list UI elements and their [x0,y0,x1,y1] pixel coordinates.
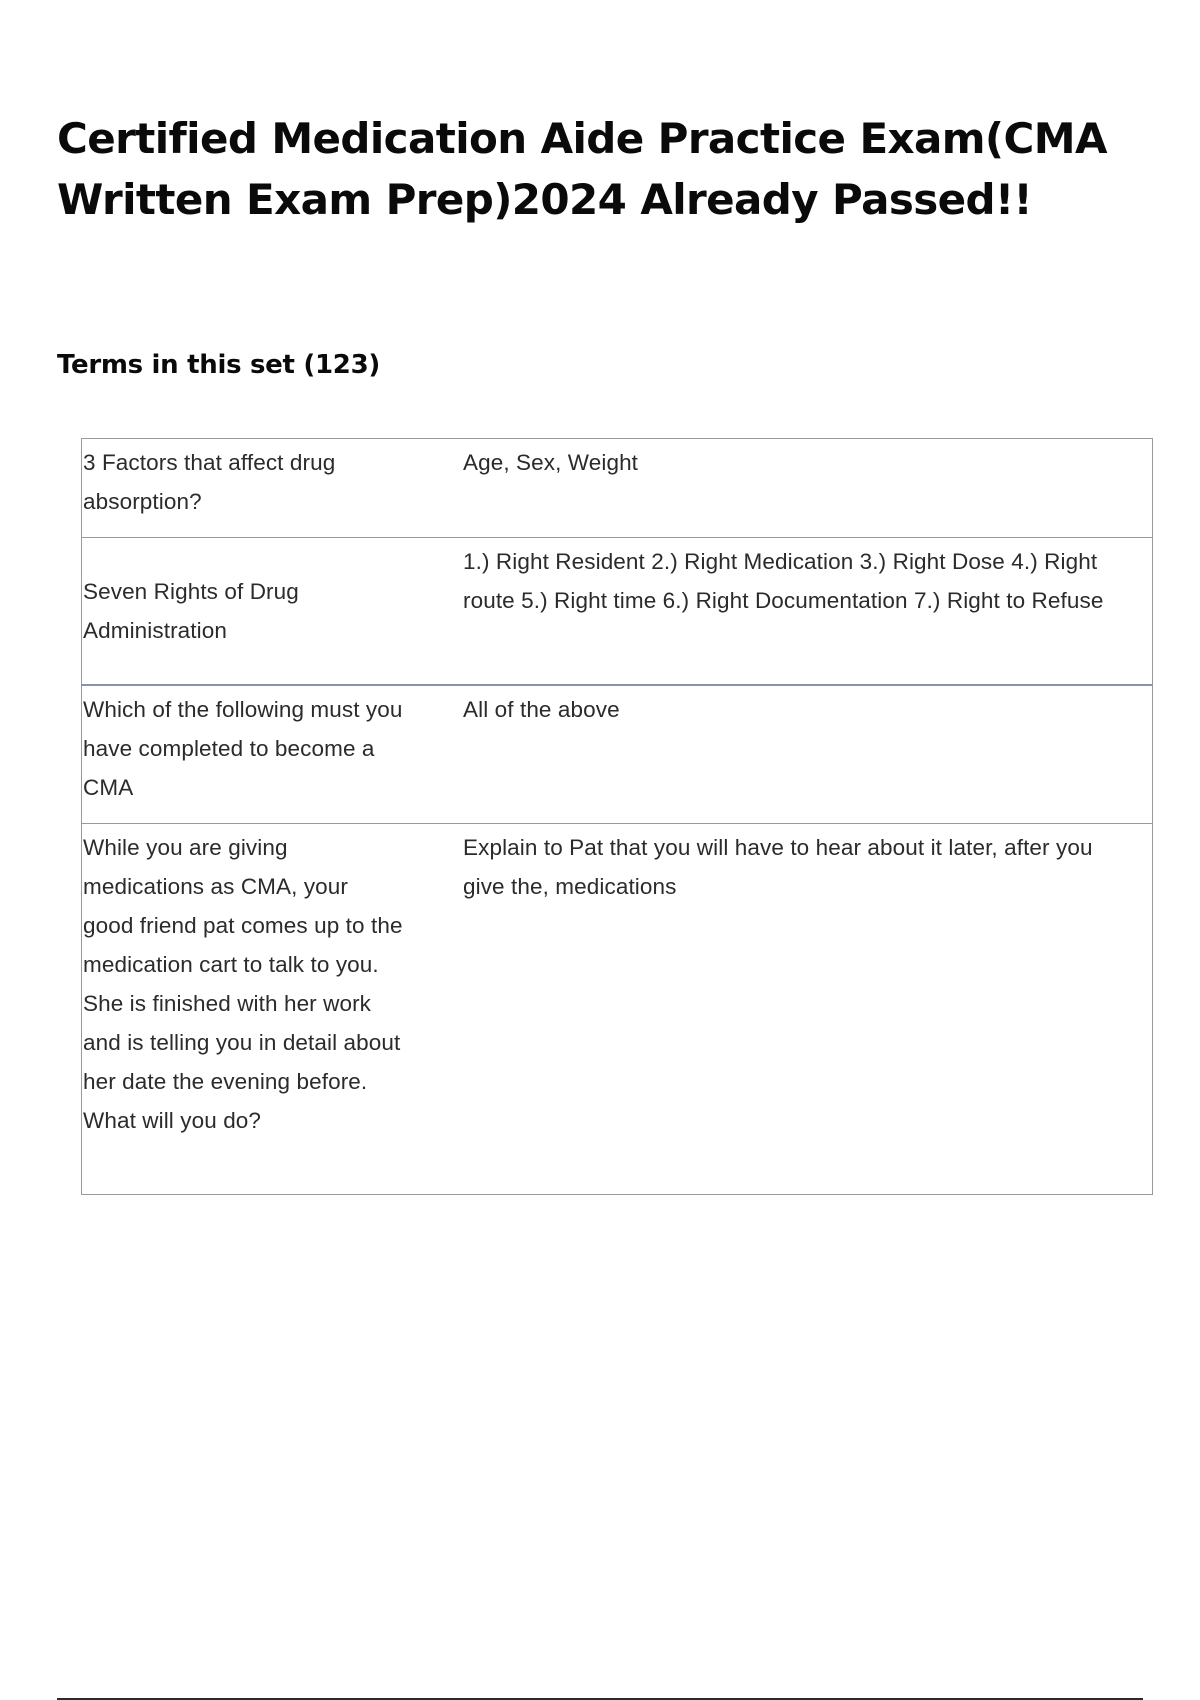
definition-cell: Explain to Pat that you will have to hear about it later, after you give the, medications [413,824,1153,1195]
term-cell: Seven Rights of Drug Administration [82,538,414,686]
term-row [82,439,1153,538]
term-row [82,824,1153,1195]
term-cell: 3 Factors that affect drug absorption? [82,439,414,538]
terms-table [81,438,1153,1195]
definition-cell: All of the above [413,685,1153,824]
term-row [82,538,1153,686]
definition-cell: Age, Sex, Weight [413,439,1153,538]
definition-cell: 1.) Right Resident 2.) Right Medication 3.) Right Dose 4.) Right route 5.) Right time 6.) Right Documentation 7.) Right to Refuse [413,538,1153,686]
terms-count-heading: Terms in this set (123) [57,350,380,380]
term-cell: While you are giving medications as CMA, your good friend pat comes up to the medication cart to talk to you. She is finished with her work and is telling you in detail about her date the evening before. What will you do? [82,824,414,1195]
term-cell: Which of the following must you have completed to become a CMA [82,685,414,824]
term-row [82,685,1153,824]
document-title: Certified Medication Aide Practice Exam(CMA Written Exam Prep)2024 Already Passed!! [57,114,1107,224]
